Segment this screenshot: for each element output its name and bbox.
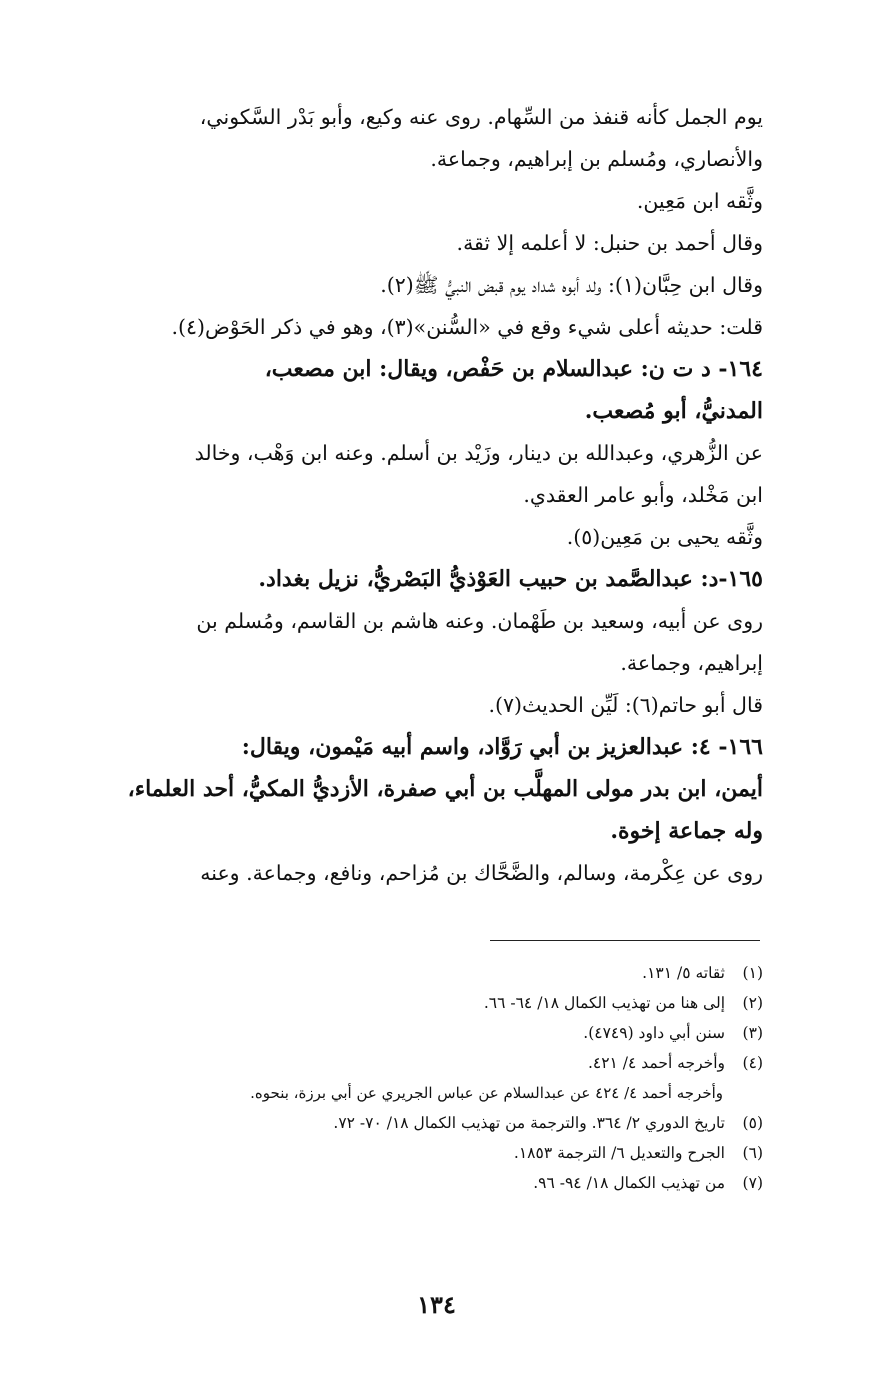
footnote-number: (٦) <box>742 1144 763 1162</box>
entry-heading-166: ١٦٦- ٤: عبدالعزيز بن أبي رَوَّاد، واسم أبيه مَيْمون، ويقال: <box>241 734 763 760</box>
footnote-continuation <box>40 1078 763 1108</box>
footnote-text: سنن أبي داود (٤٧٤٩). <box>583 1024 725 1042</box>
footnotes <box>40 958 763 1198</box>
footnote <box>40 1108 763 1138</box>
footnote <box>40 988 763 1018</box>
footnote-divider <box>490 940 760 941</box>
text-line: ابن مَخْلد، وأبو عامر العقدي. <box>523 483 763 507</box>
text-line: عن الزُّهري، وعبدالله بن دينار، وزَيْد بن أسلم. وعنه ابن وَهْب، وخالد <box>194 441 763 465</box>
footnote-number: (٤) <box>742 1054 763 1072</box>
entry-heading-166-cont: وله جماعة إخوة. <box>610 818 763 844</box>
text-line: قلت: حديثه أعلى شيء وقع في «السُّنن»(٣)، وهو في ذكر الحَوْض(٤). <box>171 315 763 339</box>
text-line: روى عن أبيه، وسعيد بن طَهْمان. وعنه هاشم بن القاسم، ومُسلم بن <box>196 609 763 633</box>
footnote-text: تاريخ الدوري ٢/ ٣٦٤. والترجمة من تهذيب الكمال ١٨/ ٧٠- ٧٢. <box>333 1114 725 1132</box>
text-line: وقال أحمد بن حنبل: لا أعلمه إلا ثقة. <box>456 231 763 255</box>
text-line: وقال ابن حِبَّان(١): ولد أبوه شداد يوم قبض النبيُّ ﷺ(٢). <box>380 273 763 297</box>
footnote-text: ثقاته ٥/ ١٣١. <box>642 964 725 982</box>
footnote-number: (٥) <box>742 1114 763 1132</box>
footnote-number: (٣) <box>742 1024 763 1042</box>
footnote-text: إلى هنا من تهذيب الكمال ١٨/ ٦٤- ٦٦. <box>483 994 725 1012</box>
page-number: ١٣٤ <box>417 1290 456 1319</box>
text-line: يوم الجمل كأنه قنفذ من السِّهام. روى عنه وكيع، وأبو بَدْر السَّكوني، <box>199 105 763 129</box>
footnote <box>40 1018 763 1048</box>
footnote <box>40 1168 763 1198</box>
text-line: روى عن عِكْرمة، وسالم، والضَّحَّاك بن مُزاحم، ونافع، وجماعة. وعنه <box>200 861 763 885</box>
entry-heading-166-cont: أيمن، ابن بدر مولى المهلَّب بن أبي صفرة، الأزديُّ المكيُّ، أحد العلماء، <box>127 776 763 802</box>
footnote-text: وأخرجه أحمد ٤/ ٤٢٤ عن عبدالسلام عن عباس الجريري عن أبي برزة، بنحوه. <box>250 1084 723 1102</box>
main-text <box>30 96 763 894</box>
footnote <box>40 1048 763 1078</box>
footnote-number: (٢) <box>742 994 763 1012</box>
footnote <box>40 958 763 988</box>
footnote-number: (٧) <box>742 1174 763 1192</box>
text-line: إبراهيم، وجماعة. <box>620 651 763 675</box>
footnote-text: الجرح والتعديل ٦/ الترجمة ١٨٥٣. <box>513 1144 725 1162</box>
entry-heading-165: ١٦٥-د: عبدالصَّمد بن حبيب العَوْذيُّ البَصْريُّ، نزيل بغداد. <box>258 566 763 592</box>
text-line: قال أبو حاتم(٦): لَيِّن الحديث(٧). <box>488 693 763 717</box>
text-line: وثَّقه يحيى بن مَعِين(٥). <box>566 525 763 549</box>
footnote-text: وأخرجه أحمد ٤/ ٤٢١. <box>587 1054 725 1072</box>
entry-heading-164: ١٦٤- د ت ن: عبدالسلام بن حَفْص، ويقال: ابن مصعب، <box>264 356 763 382</box>
footnote-number: (١) <box>742 964 763 982</box>
text-line: وثَّقه ابن مَعِين. <box>636 189 763 213</box>
text-line: والأنصاري، ومُسلم بن إبراهيم، وجماعة. <box>430 147 763 171</box>
footnote-text: من تهذيب الكمال ١٨/ ٩٤- ٩٦. <box>533 1174 725 1192</box>
footnote <box>40 1138 763 1168</box>
entry-heading-164-cont: المدنيُّ، أبو مُصعب. <box>584 398 763 424</box>
